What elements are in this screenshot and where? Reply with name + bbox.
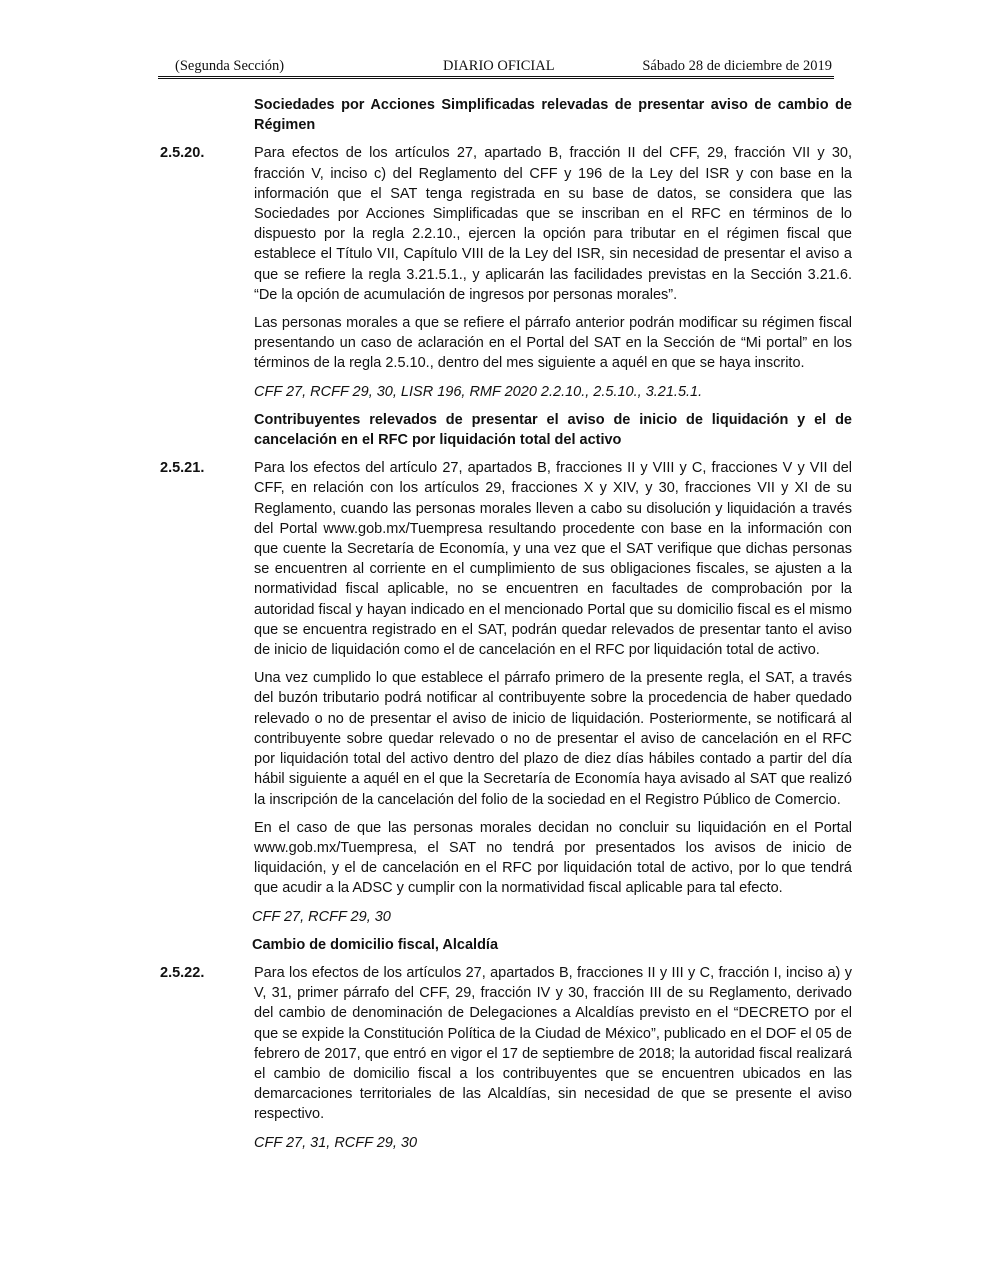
header-publication-title: DIARIO OFICIAL (443, 58, 555, 74)
rule-paragraph: En el caso de que las personas morales decidan no concluir su liquidación en el Portal www.gob.mx/Tuempresa, el SAT no tendrá por presentados los avisos de inicio de liquidación, y el de cancelación en el RFC por liquidación total de activo, por lo que tendrá que acudir a la ADSC y cumplir con la normatividad fiscal aplicable para tal efecto. (254, 819, 852, 897)
rule-paragraph: Las personas morales a que se refiere el párrafo anterior podrán modificar su régimen fiscal presentando un caso de aclaración en el Portal del SAT en la Sección de “Mi portal” en los términos de la regla 2.5.10., dentro del mes siguiente a aquél en que se haya inscrito. (254, 315, 852, 372)
rule-paragraph: Para los efectos del artículo 27, apartados B, fracciones II y VIII y C, fracciones V y VII del CFF, en relación con los artículos 29, fracciones X y XIV, y 30, fracciones VII y XI de su Reglamento, cuando las personas morales lleven a cabo su disolución y liquidación a través del Portal www.gob.mx/Tuempresa resultando procedente con base en la información con que cuente la Secretaría de Economía, y una vez que el SAT verifique que dichas personas se encuentren al corriente en el cumplimiento de sus obligaciones fiscales, se ajusten a la normatividad fiscal aplicable, no se encuentren en facultades de comprobación por la autoridad fiscal y hayan indicado en el mencionado Portal que su domicilio fiscal es el mismo que se encuentra registrado en el SAT, podrán quedar relevados de presentar tanto el aviso de inicio de liquidación como el de cancelación en el RFC por liquidación total de activo. (254, 460, 852, 659)
running-header (158, 57, 834, 77)
header-rule-bottom (158, 78, 834, 79)
rule-2-5-20 (160, 95, 852, 135)
rule-heading: Cambio de domicilio fiscal, Alcaldía (252, 936, 499, 953)
rule-paragraph: Para los efectos de los artículos 27, apartados B, fracciones II y III y C, fracción I, inciso a) y V, 31, primer párrafo del CFF, 29, fracción IV y 30, fracción III de su Reglamento, derivado del cambio de denominación de Delegaciones a Alcaldías previsto en el “DECRETO por el que se expide la Constitución Política de la Ciudad de México”, publicado en el DOF el 05 de febrero de 2017, que entró en vigor el 17 de septiembre de 2018; la autoridad fiscal realizará el cambio de domicilio fiscal a los contribuyentes que se encuentren ubicados en las demarcaciones territoriales de las Alcaldías, sin necesidad de que se presente el aviso respectivo. (254, 964, 852, 1123)
header-date: Sábado 28 de diciembre de 2019 (642, 58, 832, 74)
rule-2-5-21-body (160, 458, 852, 926)
rule-number: 2.5.22. (160, 964, 205, 981)
document-body (160, 95, 852, 1161)
rule-2-5-22-body (160, 963, 852, 1153)
rule-2-5-20-body (160, 143, 852, 401)
rule-paragraph: Una vez cumplido lo que establece el párrafo primero de la presente regla, el SAT, a través del buzón tributario podrá notificar al contribuyente sobre la procedencia de haber quedado relevado o no de presentar el aviso de inicio de liquidación. Posteriormente, se notificará al contribuyente sobre quedar relevado o no de presentar el aviso de cancelación en el RFC por liquidación total del activo dentro del plazo de diez días hábiles contado a partir del día hábil siguiente a aquél en el que la Secretaría de Economía haya avisado al SAT que realizó la inscripción de la cancelación del folio de la sociedad en el Registro Público de Comercio. (254, 670, 852, 808)
rule-legal-reference: CFF 27, 31, RCFF 29, 30 (254, 1134, 418, 1151)
rule-2-5-21 (160, 410, 852, 450)
rule-legal-reference: CFF 27, RCFF 29, 30 (252, 908, 391, 925)
rule-2-5-22 (160, 935, 852, 955)
rule-number: 2.5.21. (160, 460, 205, 477)
rule-heading: Sociedades por Acciones Simplificadas relevadas de presentar aviso de cambio de Régimen (254, 97, 852, 134)
rule-number: 2.5.20. (160, 145, 205, 162)
rule-heading: Contribuyentes relevados de presentar el aviso de inicio de liquidación y el de cancelación en el RFC por liquidación total del activo (254, 411, 852, 449)
rule-paragraph: Para efectos de los artículos 27, apartado B, fracción II del CFF, 29, fracción VII y 30, fracción V, inciso c) del Reglamento del CFF y 196 de la Ley del ISR y con base en la información que el SAT tenga registrada en su base de datos, se considera que las Sociedades por Acciones Simplificadas que se inscriban en el RFC en términos de lo dispuesto por la regla 2.2.10., ejercen la opción para tributar en el régimen fiscal que establece el Título VII, Capítulo VIII de la Ley del ISR, sin necesidad de presentar el aviso a que se refiere la regla 3.21.5.1., y aplicarán las facilidades previstas en la Sección 3.21.6. “De la opción de acumulación de ingresos por personas morales”. (254, 145, 852, 303)
rule-legal-reference: CFF 27, RCFF 29, 30, LISR 196, RMF 2020 2.2.10., 2.5.10., 3.21.5.1. (254, 383, 703, 400)
header-section-label: (Segunda Sección) (175, 58, 285, 74)
header-rule-top (158, 76, 834, 77)
